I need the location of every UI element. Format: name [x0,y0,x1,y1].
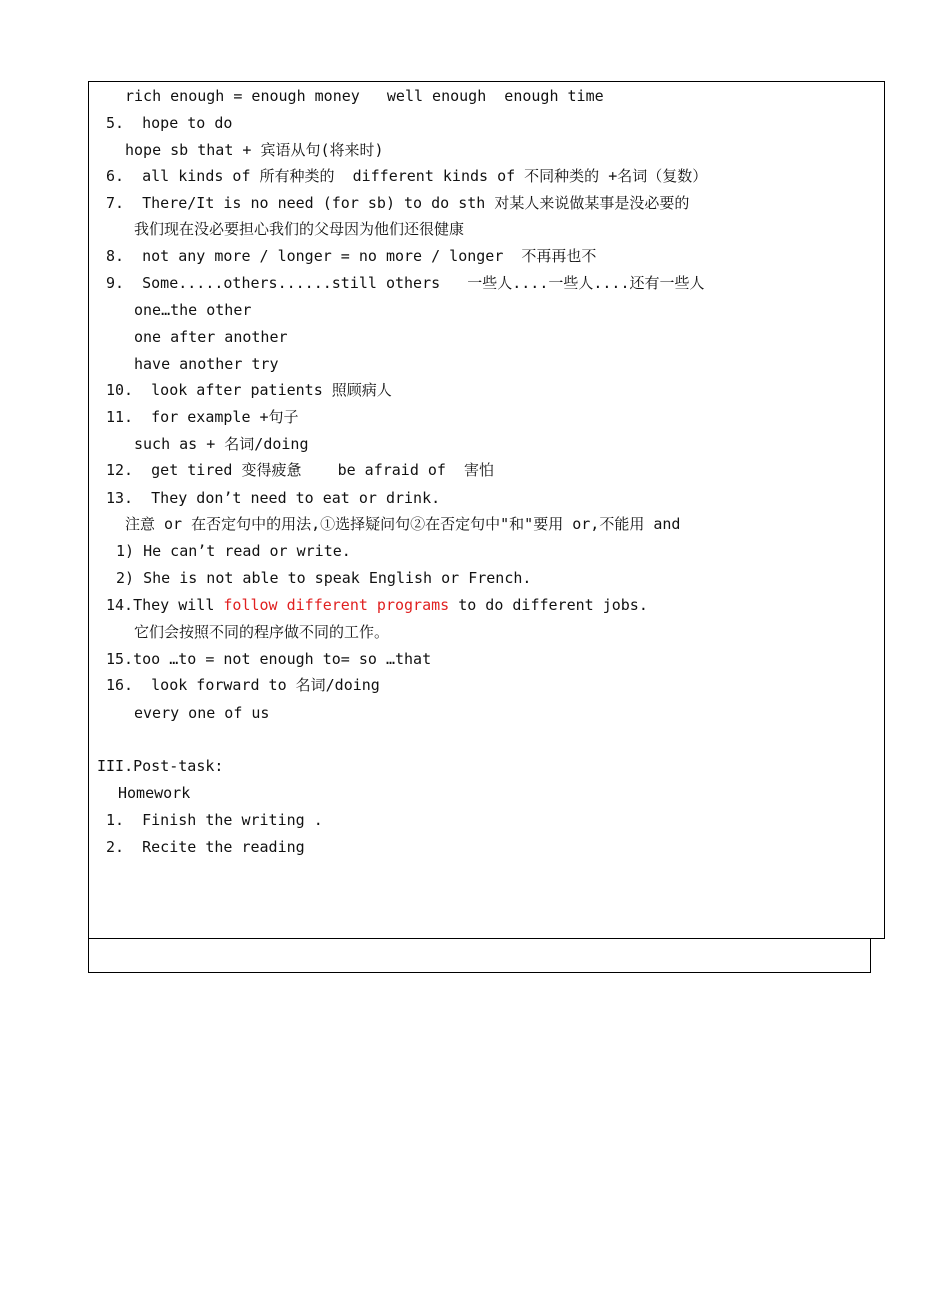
text-line: 11. for example +句子 [106,408,299,426]
text-line: 注意 or 在否定句中的用法,①选择疑问句②在否定句中"和"要用 or,不能用 and [125,515,681,533]
text-line: 6. all kinds of 所有种类的 different kinds of 不同种类的 +名词（复数） [106,167,708,185]
text-line: have another try [134,355,279,373]
text-line: 我们现在没必要担心我们的父母因为他们还很健康 [134,220,465,238]
text-line: 2. Recite the reading [106,838,305,856]
item-14-highlight: follow different programs [223,596,450,614]
item-14-suffix: to do different jobs. [449,596,648,614]
text-line: one after another [134,328,288,346]
text-line: 10. look after patients 照顾病人 [106,381,392,399]
text-line: such as + 名词/doing [134,435,309,453]
text-line: 13. They don’t need to eat or drink. [106,489,441,507]
section-heading: III.Post-task: [97,757,224,775]
text-line: 7. There/It is no need (for sb) to do sth 对某人来说做某事是没必要的 [106,194,690,212]
text-line: 2) She is not able to speak English or French. [116,569,532,587]
footer-table-row [88,939,871,973]
text-line: 12. get tired 变得疲惫 be afraid of 害怕 [106,461,495,479]
text-line: Homework [118,784,191,802]
item-14-prefix: 14.They will [106,596,224,614]
text-line: every one of us [134,704,270,722]
text-line: 5. hope to do [106,114,233,132]
text-line: one…the other [134,301,252,319]
text-line: rich enough = enough money well enough enough time [125,87,604,105]
text-line: 1) He can’t read or write. [116,542,351,560]
text-line: hope sb that + 宾语从句(将来时) [125,141,384,159]
text-line: 8. not any more / longer = no more / longer 不再再也不 [106,247,597,265]
text-line: 它们会按照不同的程序做不同的工作。 [134,623,390,641]
text-line-item-14 [106,595,648,615]
text-line: 16. look forward to 名词/doing [106,676,380,694]
text-line: 9. Some.....others......still others 一些人....一些人....还有一些人 [106,274,705,292]
text-line: 15.too …to = not enough to= so …that [106,650,432,668]
text-line: 1. Finish the writing . [106,811,323,829]
